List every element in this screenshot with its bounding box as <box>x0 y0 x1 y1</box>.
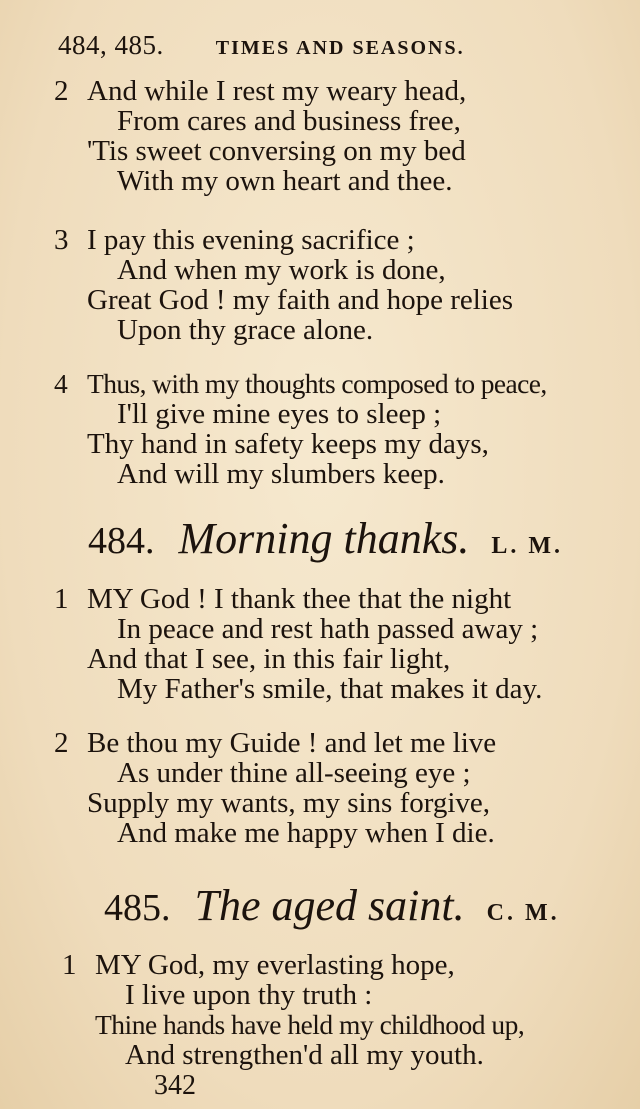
hymn-meter: C. M. <box>486 900 560 926</box>
verse-line <box>54 225 640 255</box>
verse-line-text: MY God ! I thank thee that the night <box>87 583 512 615</box>
hymn-heading <box>88 513 563 564</box>
hymn-heading <box>104 880 560 931</box>
verse-line: As under thine all-seeing eye ; <box>117 757 471 789</box>
section-title: TIMES AND SEASONS. <box>215 37 465 59</box>
verse-line: In peace and rest hath passed away ; <box>117 613 539 645</box>
hymn-number: 485. <box>104 887 171 929</box>
verse-number: 3 <box>54 224 69 256</box>
verse-line <box>54 76 640 106</box>
verse-number: 1 <box>54 583 69 615</box>
hymn-meter: L. M. <box>491 533 564 559</box>
verse-line: My Father's smile, that makes it day. <box>117 673 543 705</box>
verse-line: Upon thy grace alone. <box>117 314 374 346</box>
verse-line <box>54 584 640 614</box>
verse-line: With my own heart and thee. <box>117 165 453 197</box>
verse-line: 'Tis sweet conversing on my bed <box>87 135 466 167</box>
running-head <box>58 30 618 64</box>
verse-line: And that I see, in this fair light, <box>87 643 451 675</box>
verse-line: Supply my wants, my sins forgive, <box>87 787 491 819</box>
verse-line: Thy hand in safety keeps my days, <box>87 428 489 460</box>
verse-number: 4 <box>54 368 68 399</box>
verse-line-text: Thus, with my thoughts composed to peace, <box>87 368 547 399</box>
verse <box>54 728 640 848</box>
verse-number: 2 <box>54 727 69 759</box>
verse-line <box>62 950 640 980</box>
page-number: 342 <box>154 1070 196 1101</box>
verse <box>62 950 640 1070</box>
verse-line: And when my work is done, <box>117 254 446 286</box>
hymn-title: The aged saint. <box>194 881 465 930</box>
verse-line-text: MY God, my everlasting hope, <box>95 949 455 981</box>
verse <box>54 369 640 489</box>
verse-line-text: I pay this evening sacrifice ; <box>87 224 415 256</box>
verse-line-text: Be thou my Guide ! and let me live <box>87 727 497 759</box>
verse-line <box>54 369 640 399</box>
verse-line: And strengthen'd all my youth. <box>125 1039 484 1071</box>
hymn-title: Morning thanks. <box>178 514 470 563</box>
verse <box>54 76 640 196</box>
verse-line: And make me happy when I die. <box>117 817 495 849</box>
verse-line: I'll give mine eyes to sleep ; <box>117 398 442 430</box>
verse <box>54 225 640 345</box>
verse-line: I live upon thy truth : <box>125 979 373 1011</box>
verse-number: 2 <box>54 75 69 107</box>
hymn-range: 484, 485. <box>58 30 164 60</box>
verse-number: 1 <box>62 949 77 981</box>
verse-line <box>54 728 640 758</box>
verse <box>54 584 640 704</box>
verse-line: From cares and business free, <box>117 105 461 137</box>
hymn-number: 484. <box>88 520 155 562</box>
verse-line: Great God ! my faith and hope relies <box>87 284 513 316</box>
verse-line: Thine hands have held my childhood up, <box>95 1009 525 1040</box>
verse-line: And will my slumbers keep. <box>117 458 445 490</box>
verse-line-text: And while I rest my weary head, <box>87 75 467 107</box>
